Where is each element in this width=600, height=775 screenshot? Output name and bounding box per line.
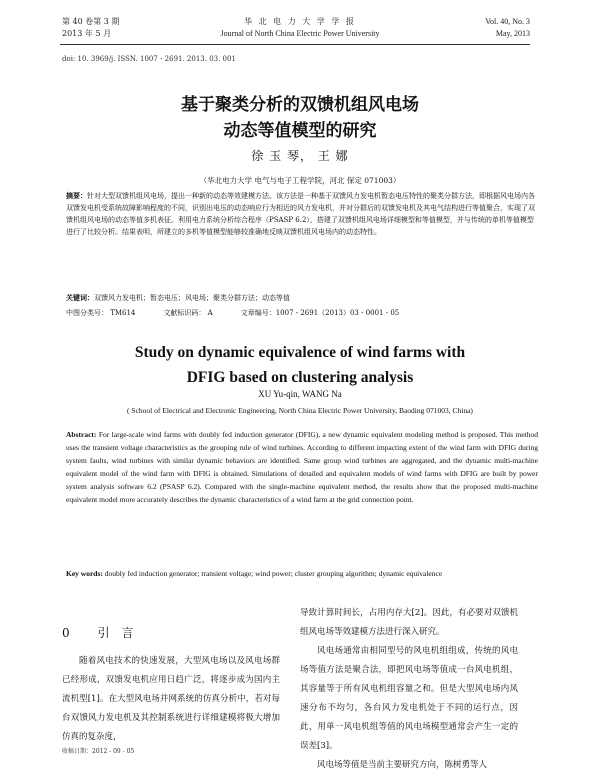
abstract-en-text: For large-scale wind farms with doubly fed induction generator (DFIG), a new dynamic equivalent modeling method is proposed. This method uses the transient voltage characteristics as the grouping rule of wind turbines. According to different impacting extent of the wind farm with DFIG during system faults, wind turbines with similar dynamic behaviors are identified. Same group wind turbines are aggregated, and the dynamic multi-machine equivalent model of the wind farm with DFIG is obtained. Simulations of detailed and equivalent models of wind farms with DFIG are built by power system analysis software 6.2 (PSASP 6.2). Compared with the single-machine equivalent method, the results show that the proposed multi-machine equivalent model more accurately describes the dynamic characteristics of a wind farm at the grid connection point.	[66, 430, 538, 504]
date-en: May, 2013	[495, 29, 530, 38]
article-number: 文章编号：1007 - 2691（2013）03 - 0001 - 05	[240, 309, 400, 317]
paper-title-en-line1: Study on dynamic equivalence of wind farms with	[134, 344, 466, 361]
section-number: 0	[62, 626, 82, 640]
body-column-right	[300, 604, 518, 775]
paper-title-en-line2: DFIG based on clustering analysis	[186, 369, 414, 386]
received-date: 收稿日期：2012 - 09 - 05	[62, 748, 135, 755]
date-cn: 2013 年 5 月	[62, 29, 112, 38]
document-code: 文献标识码： A	[163, 309, 213, 317]
keywords-cn	[66, 292, 536, 304]
authors-en: XU Yu-qin, WANG Na	[258, 389, 342, 399]
clc-number: 中图分类号： TM614	[66, 309, 136, 317]
abstract-en-label: Abstract:	[66, 430, 97, 439]
doi: doi: 10. 3969/j. ISSN. 1007 - 2691. 2013. 03. 001	[62, 55, 236, 63]
section-title: 引言	[97, 626, 146, 640]
abstract-cn	[66, 190, 536, 238]
keywords-cn-text: 双馈风力发电机；暂态电压；风电场；聚类分群方法；动态等值	[94, 294, 290, 302]
keywords-en-label: Key words:	[66, 569, 103, 578]
paper-title-cn	[0, 92, 600, 144]
paper-title-cn-line2: 动态等值模型的研究	[223, 121, 377, 141]
journal-name-en: Journal of North China Electric Power University	[220, 29, 380, 38]
volume-cn: 第 40 卷第 3 期	[62, 17, 120, 26]
journal-name-cn: 华 北 电 力 大 学 学 报	[244, 17, 356, 26]
section-heading	[62, 624, 145, 641]
affiliation-cn: （华北电力大学 电气与电子工程学院，河北 保定 071003）	[199, 176, 401, 185]
body-paragraph: 导致计算时间长，占用内存大[2]。因此，有必要对双馈机组风电场等效建模方法进行深入研究。	[300, 608, 518, 637]
body-column-left	[62, 652, 280, 747]
body-paragraph: 风电场通常由相同型号的风电机组组成，传统的风电场等值方法是聚合法，即把风电场等值成一台风电机组，其容量等于所有风电机组容量之和。但是大型风电场内风速分布不均匀，各台风力发电机处于不同的运行点，因此，用单一风电机组等值的风电场模型通常会产生一定的误差[3]。	[300, 646, 518, 751]
body-paragraph: 随着风电技术的快速发展，大型风电场以及风电场群已经形成，双馈发电机应用日趋广泛，将逐步成为国内主流机型[1]。在大型风电场并网系统的仿真分析中，若对每台双馈风力发电机及其控制系统进行详细建模将极大增加仿真的复杂度，	[62, 656, 280, 742]
abstract-en	[66, 428, 538, 506]
keywords-en	[66, 567, 538, 580]
paper-title-cn-line1: 基于聚类分析的双馈机组风电场	[181, 95, 419, 115]
keywords-cn-label: 关键词：	[66, 294, 94, 302]
volume-en: Vol. 40, No. 3	[485, 17, 530, 26]
affiliation-en: ( School of Electrical and Electronic Engineering, North China Electric Power University, Baoding 071003, China)	[127, 406, 473, 415]
classification-meta	[66, 308, 546, 318]
paper-title-en	[0, 340, 600, 390]
authors-cn: 徐 玉 琴， 王 娜	[251, 149, 349, 163]
header-divider	[60, 44, 530, 45]
body-paragraph: 风电场等值是当前主要研究方向，陈树勇等人	[317, 760, 488, 770]
keywords-en-text: doubly fed induction generator; transient voltage; wind power; cluster grouping algorithm; dynamic equivalence	[104, 569, 443, 578]
abstract-cn-label: 摘要：	[66, 192, 87, 200]
abstract-cn-text: 针对大型双馈机组风电场，提出一种新的动态等效建模方法。该方法是一种基于双馈风力发电机暂态电压特性的聚类分群方法，即根据风电场内各双馈发电机受系统故障影响程度的不同，识别出电压的动态响应行为相近的风力发电机，并对分群后的双馈发电机及其电气结构进行等值聚合，实现了双馈机组风电场的动态等值多机表征。利用电力系统分析综合程序（PSASP 6.2），搭建了双馈机组风电场详细模型和等值模型，并与传统的单机等值模型进行了比较分析。结果表明，所建立的多机等值模型能够较准确地反映双馈机组风电场内的动态特性。	[66, 192, 535, 236]
journal-volume-en	[485, 16, 530, 40]
